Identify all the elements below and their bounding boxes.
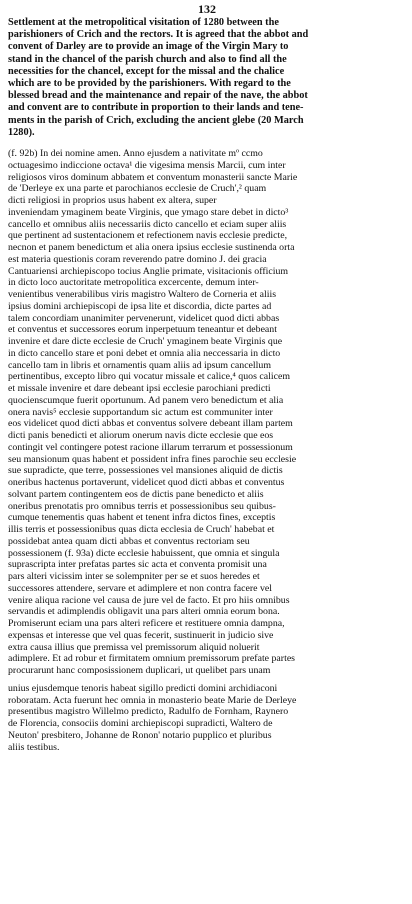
text-line: possessionem (f. 93a) dicte ecclesie habuissent, que omnia et singula — [8, 547, 280, 559]
text-line: talem concordiam unanimiter pervenerunt, videlicet quod dicti abbas — [8, 312, 280, 324]
text-line: est materia questionis coram reverendo patre domino J. dei gracia — [8, 253, 267, 265]
text-line: de 'Derleye ex una parte et parochianos ecclesie de Cruch',² quam — [8, 183, 267, 195]
text-line: Promiserunt eciam una pars alteri reficere et restituere omnia dampna, — [8, 618, 285, 630]
text-line: extra causa illius que premissa vel premissorum aliquid noluerit — [8, 641, 260, 653]
text-line: et missale invenire et dare debeant ipsi ecclesie parochiani predicti — [8, 383, 271, 395]
summary-line: blessed bread and the maintenance and repair of the nave, the abbot — [8, 90, 308, 102]
summary-line: convent of Darley are to provide an image of the Virgin Mary to — [8, 41, 289, 53]
text-line: Cantuariensi archiepiscopo tocius Anglie primate, visitacionis officium — [8, 265, 289, 277]
summary-line: and convent are to contribute in proportion to their lands and tene- — [8, 102, 304, 114]
summary-line: parishioners of Crich and the rectors. It is agreed that the abbot and — [8, 29, 309, 41]
text-line: dicti panis benedicti et aliorum onerum navis dicte ecclesie que eos — [8, 430, 274, 442]
closing-line: roboratam. Acta fuerunt hec omnia in monasterio beate Marie de Derleye — [8, 694, 297, 706]
text-line: necnon et panem benedictum et alia onera ipsius ecclesie sustinenda orta — [8, 242, 295, 254]
page-number: 132 — [198, 2, 216, 16]
text-line: expensas et interesse que vel quas fecerit, sustinuerit in judicio sive — [8, 629, 274, 641]
latin-text-paragraph — [8, 148, 406, 677]
text-line: seu mansionum quas habent et possident infra fines parochie seu ecclesie — [8, 453, 297, 465]
text-line: contingit vel contingere potest racione illarum terrarum et possessionum — [8, 441, 293, 453]
text-line: servandis et adimplendis obligavit una pars alteri omnia eorum bona. — [8, 606, 280, 618]
text-line: ipsius domini archiepiscopi de ipsa lite et discordia, dicte partes ad — [8, 300, 272, 312]
text-line: procurarunt hanc composissionem duplicari, ut quelibet pars unam — [8, 665, 271, 677]
closing-line: unius ejusdemque tenoris habeat sigillo predicti domini archidiaconi — [8, 682, 278, 694]
text-line: onera navis⁵ ecclesie supportandum sic actum est communiter inter — [8, 406, 273, 418]
summary-line: which are to be provided by the parishioners. With regard to the — [8, 78, 291, 90]
text-line: sue supradicte, que terre, possessiones vel mansiones aliquid de dictis — [8, 465, 283, 477]
text-line: dicti religiosi in proprios usus habent ex altera, super — [8, 195, 217, 207]
text-line: possidebat antea quam dicti abbas et conventus rectoriam seu — [8, 535, 250, 547]
text-line: illis terris et possessionibus quas dicta ecclesia de Cruch' habebat et — [8, 524, 275, 536]
text-line: venire aliqua racione vel causa de jure vel de facto. Et pro hiis omnibus — [8, 594, 290, 606]
text-line: venientibus venerabilibus viris magistro Waltero de Corneria et aliis — [8, 289, 277, 301]
summary-line: Settlement at the metropolitical visitation of 1280 between the — [8, 17, 279, 28]
text-line: cancello tam in libris et ornamentis quam aliis ad ipsum cancellum — [8, 359, 271, 371]
text-line: pertinentibus, excepto libro qui vocatur missale et calice,⁴ quos calicem — [8, 371, 290, 383]
text-line: cumque tenementis quas habent et tenent infra dictos fines, exceptis — [8, 512, 276, 524]
summary-line: necessities for the chancel, except for the missal and the chalice — [8, 65, 285, 77]
text-line: et conventus et successores eorum inperpetuum teneantur et debeant — [8, 324, 277, 336]
text-line: que pertinent ad sustentacionem et refectionem navis ecclesie predicte, — [8, 230, 288, 242]
text-line: cancello et omnibus aliis necessariis dicto cancello et eciam super aliis — [8, 218, 287, 230]
text-line: oneribus hactenus portaverunt, videlicet quod dicti abbas et conventus — [8, 477, 285, 489]
text-line: octuagesimo indiccione octava¹ die vigesima mensis Marcii, cum inter — [8, 159, 286, 171]
text-line: pars alteri vicissim inter se solempniter per se et suos heredes et — [8, 571, 260, 583]
summary-line: 1280). — [8, 126, 35, 138]
closing-line: aliis testibus. — [8, 741, 60, 753]
text-line: oneribus prenotatis pro omnibus terris et possessionibus seu quibus- — [8, 500, 276, 512]
text-line: in dicto cancello stare et poni debet et omnia alia neccessaria in dicto — [8, 347, 281, 359]
document-page — [8, 0, 406, 753]
closing-line: Neuton' presbitero, Johanne de Ronon' notario pupplico et pluribus — [8, 729, 272, 741]
closing-line: de Florencia, consociis domini archiepiscopi supradicti, Waltero de — [8, 718, 273, 730]
text-line: suprascripta inter prefatas partes sic acta et conventa promisit una — [8, 559, 267, 571]
summary-paragraph — [8, 17, 406, 139]
text-line: in dicto loco auctoritate metropolitica excercente, demum inter- — [8, 277, 259, 289]
text-line: invenire et dare dicte ecclesie de Cruch' ymaginem beate Virginis que — [8, 336, 283, 348]
summary-line: stand in the chancel of the parish church and also to find all the — [8, 53, 287, 65]
closing-paragraph — [8, 683, 406, 754]
text-line: solvant partem contingentem eos de dictis pane benedicto et aliis — [8, 488, 264, 500]
text-line: religiosos viros dominum abbatem et conventum monasterii sancte Marie — [8, 171, 298, 183]
text-line: (f. 92b) In dei nomine amen. Anno ejusdem a nativitate mº ccmo — [8, 148, 263, 160]
text-line: eos videlicet quod dicti abbas et conventus solvere debeant illam partem — [8, 418, 293, 430]
summary-line: ments in the parish of Crich, excluding the ancient glebe (20 March — [8, 114, 304, 126]
text-line: inveniendam ymaginem beate Virginis, que ymago stare debet in dicto³ — [8, 206, 289, 218]
text-line: quocienscumque fuerit oportunum. Ad panem vero benedictum et alia — [8, 394, 284, 406]
closing-line: presentibus magistro Willelmo predicto, Radulfo de Fornham, Raynero — [8, 706, 289, 718]
text-line: adimplere. Et ad robur et firmitatem omnium premissorum prefate partes — [8, 653, 296, 665]
text-line: successores attendere, servare et adimplere et non contra facere vel — [8, 582, 272, 594]
